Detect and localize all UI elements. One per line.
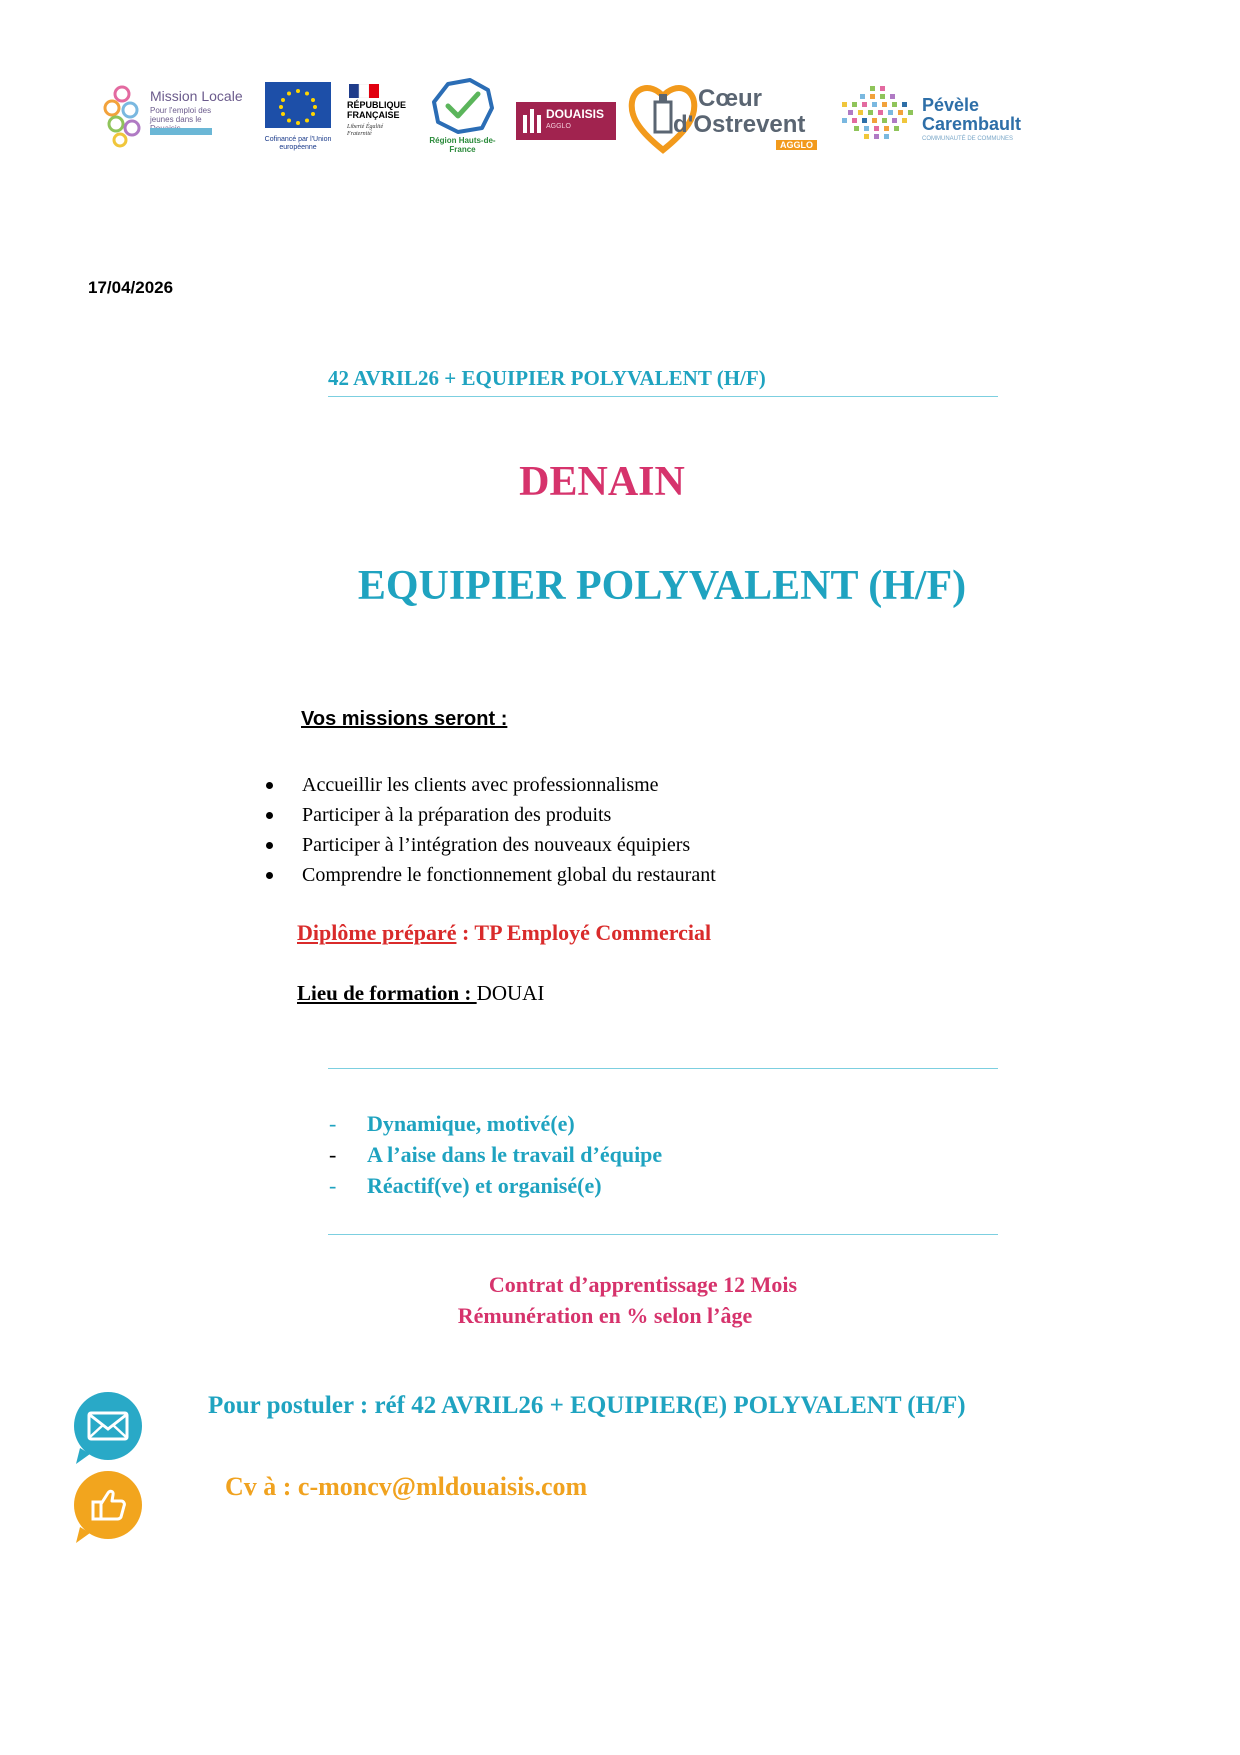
list-item: [262, 830, 716, 860]
mission-text: Comprendre le fonctionnement global du restaurant: [302, 864, 716, 886]
list-item: [262, 860, 716, 890]
pevele-line2: Carembault: [922, 114, 1022, 134]
document-date: 17/04/2026: [88, 278, 174, 297]
mission-locale-band: [150, 128, 212, 135]
mission-text: Participer à la préparation des produits: [302, 804, 612, 826]
eu-caption: Cofinancé par l'Union européenne: [264, 136, 332, 151]
douaisis-name: DOUAISIS: [546, 107, 605, 121]
training-location-label: Lieu de formation :: [297, 981, 477, 1005]
coeur-line2: d'Ostrevent: [673, 111, 806, 138]
eu-flag-icon: [263, 82, 333, 134]
list-item: [325, 1108, 662, 1139]
region-name: Région Hauts-de-France: [429, 136, 496, 154]
divider-top: [328, 396, 998, 397]
diploma-label: Diplôme préparé: [297, 920, 457, 945]
republique-motto: Liberté Égalité Fraternité: [347, 124, 384, 137]
dash-bullet: -: [329, 1142, 337, 1167]
reference-heading: 42 AVRIL26 + EQUIPIER POLYVALENT (H/F): [328, 366, 766, 390]
list-item: [262, 770, 716, 800]
belfry-icon: [520, 107, 544, 135]
city-name: DENAIN: [519, 459, 685, 505]
mission-locale-name: Mission Locale: [150, 88, 243, 104]
republique-name: RÉPUBLIQUE FRANÇAISE: [347, 100, 407, 120]
contract-info: [0, 1269, 1240, 1331]
bullet-icon: [266, 812, 273, 819]
cv-email-line[interactable]: Cv à : c-moncv@mldouaisis.com: [225, 1472, 588, 1501]
mission-text: Participer à l’intégration des nouveaux équipiers: [302, 834, 691, 856]
city-title: [0, 458, 1240, 506]
missions-list: [262, 770, 716, 890]
eu-logo: [263, 78, 333, 158]
quality-text: A l’aise dans le travail d’équipe: [367, 1142, 663, 1167]
contract-type: Contrat d’apprentissage 12 Mois: [488, 1272, 798, 1297]
contract-pay: Rémunération en % selon l’âge: [457, 1303, 753, 1328]
training-location-value: DOUAI: [476, 981, 545, 1005]
bullet-icon: [266, 782, 273, 789]
douaisis-sub: AGGLO: [546, 123, 571, 130]
apply-line: Pour postuler : réf 42 AVRIL26 + EQUIPIER(E) POLYVALENT (H/F): [208, 1392, 966, 1419]
pevele-sub: COMMUNAUTÉ DE COMMUNES: [922, 136, 1013, 142]
republique-francaise-logo: [347, 78, 422, 158]
list-item: [325, 1139, 662, 1170]
job-title: [0, 562, 1240, 610]
diploma-line: [297, 920, 711, 946]
job-title-text: EQUIPIER POLYVALENT (H/F): [357, 563, 967, 609]
divider-middle: [328, 1068, 998, 1069]
pevele-line1: Pévèle: [922, 95, 980, 115]
coeur-badge: AGGLO: [776, 140, 817, 150]
dash-bullet: -: [329, 1173, 337, 1198]
qualities-list: [325, 1108, 662, 1201]
pevele-carembault-logo: [840, 78, 1040, 158]
divider-bottom: [328, 1234, 998, 1235]
training-location-line: [297, 981, 544, 1006]
missions-heading: Vos missions seront :: [301, 708, 508, 730]
speech-tail-icon: [76, 1527, 96, 1547]
bullet-icon: [266, 842, 273, 849]
marianne-icon: [349, 84, 379, 98]
region-hauts-de-france-logo: [420, 78, 505, 158]
coeur-d-ostrevent-logo: [628, 78, 824, 158]
pixel-map-icon: [840, 84, 920, 154]
list-item: [262, 800, 716, 830]
diploma-value: : TP Employé Commercial: [456, 920, 712, 945]
list-item: [325, 1170, 662, 1201]
region-map-icon: [428, 78, 498, 136]
mission-locale-tagline: Pour l'emploi des jeunes dans le: [150, 106, 212, 124]
dash-bullet: -: [329, 1111, 337, 1136]
quality-text: Dynamique, motivé(e): [367, 1111, 575, 1136]
douaisis-agglo-logo: [516, 78, 616, 158]
mission-text: Accueillir les clients avec professionnalisme: [302, 774, 659, 796]
speech-tail-icon: [76, 1448, 96, 1468]
bullet-icon: [266, 872, 273, 879]
quality-text: Réactif(ve) et organisé(e): [367, 1173, 602, 1198]
partner-logos: [100, 78, 1040, 158]
mission-locale-logo: [100, 78, 250, 158]
coeur-line1: Cœur: [698, 85, 762, 112]
